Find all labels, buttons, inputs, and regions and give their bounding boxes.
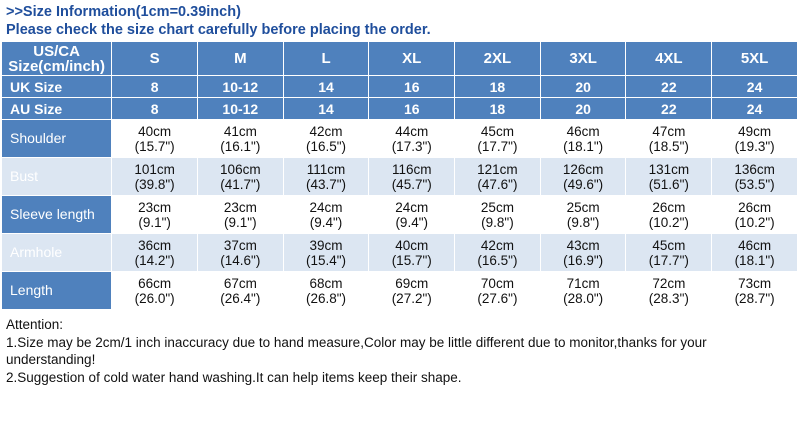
uk-size-l: 14 (283, 76, 369, 98)
bust-xl: 116cm (45.7") (369, 158, 455, 196)
uk-size-3xl: 20 (540, 76, 626, 98)
table-row-au-size (2, 98, 798, 120)
au-size-2xl: 18 (455, 98, 541, 120)
column-header-2xl: 2XL (455, 42, 541, 76)
table-header-row-sizes (2, 42, 798, 76)
length-xl: 69cm (27.2") (369, 272, 455, 310)
column-header-3xl: 3XL (540, 42, 626, 76)
column-header-s: S (112, 42, 198, 76)
length-2xl: 70cm (27.6") (455, 272, 541, 310)
sleeve-length-5xl: 26cm (10.2") (712, 196, 798, 234)
bust-2xl: 121cm (47.6") (455, 158, 541, 196)
row-label-armhole: Armhole (2, 234, 112, 272)
au-size-4xl: 22 (626, 98, 712, 120)
length-3xl: 71cm (28.0") (540, 272, 626, 310)
uk-size-label: UK Size (2, 76, 112, 98)
sleeve-length-s: 23cm (9.1") (112, 196, 198, 234)
armhole-m: 37cm (14.6") (197, 234, 283, 272)
au-size-m: 10-12 (197, 98, 283, 120)
sleeve-length-3xl: 25cm (9.8") (540, 196, 626, 234)
bust-s: 101cm (39.8") (112, 158, 198, 196)
bust-4xl: 131cm (51.6") (626, 158, 712, 196)
bust-m: 106cm (41.7") (197, 158, 283, 196)
armhole-l: 39cm (15.4") (283, 234, 369, 272)
uk-size-s: 8 (112, 76, 198, 98)
column-header-5xl: 5XL (712, 42, 798, 76)
shoulder-2xl: 45cm (17.7") (455, 120, 541, 158)
header-block (0, 0, 799, 39)
au-size-s: 8 (112, 98, 198, 120)
bust-5xl: 136cm (53.5") (712, 158, 798, 196)
size-information-title: >>Size Information(1cm=0.39inch) (6, 4, 241, 20)
sleeve-length-4xl: 26cm (10.2") (626, 196, 712, 234)
size-check-note: Please check the size chart carefully before placing the order. (6, 22, 431, 38)
sleeve-length-l: 24cm (9.4") (283, 196, 369, 234)
attention-notes (0, 310, 799, 386)
column-header-l: L (283, 42, 369, 76)
uk-size-2xl: 18 (455, 76, 541, 98)
sleeve-length-xl: 24cm (9.4") (369, 196, 455, 234)
size-chart-table (1, 41, 798, 310)
shoulder-5xl: 49cm (19.3") (712, 120, 798, 158)
shoulder-m: 41cm (16.1") (197, 120, 283, 158)
length-4xl: 72cm (28.3") (626, 272, 712, 310)
au-size-l: 14 (283, 98, 369, 120)
row-label-bust: Bust (2, 158, 112, 196)
table-row (2, 120, 798, 158)
row-label-length: Length (2, 272, 112, 310)
armhole-xl: 40cm (15.7") (369, 234, 455, 272)
shoulder-3xl: 46cm (18.1") (540, 120, 626, 158)
armhole-4xl: 45cm (17.7") (626, 234, 712, 272)
table-row (2, 234, 798, 272)
length-5xl: 73cm (28.7") (712, 272, 798, 310)
sleeve-length-2xl: 25cm (9.8") (455, 196, 541, 234)
attention-note-1: 1.Size may be 2cm/1 inch inaccuracy due to hand measure,Color may be little different due to monitor,thanks for your (6, 334, 707, 350)
corner-label (2, 42, 112, 76)
armhole-2xl: 42cm (16.5") (455, 234, 541, 272)
armhole-5xl: 46cm (18.1") (712, 234, 798, 272)
uk-size-xl: 16 (369, 76, 455, 98)
shoulder-s: 40cm (15.7") (112, 120, 198, 158)
armhole-3xl: 43cm (16.9") (540, 234, 626, 272)
uk-size-5xl: 24 (712, 76, 798, 98)
armhole-s: 36cm (14.2") (112, 234, 198, 272)
au-size-5xl: 24 (712, 98, 798, 120)
table-row (2, 272, 798, 310)
column-header-xl: XL (369, 42, 455, 76)
row-label-shoulder: Shoulder (2, 120, 112, 158)
uk-size-4xl: 22 (626, 76, 712, 98)
column-header-m: M (197, 42, 283, 76)
attention-note-1-cont: understanding! (6, 352, 96, 367)
shoulder-l: 42cm (16.5") (283, 120, 369, 158)
table-row (2, 158, 798, 196)
au-size-3xl: 20 (540, 98, 626, 120)
corner-label-line2: Size(cm/inch) (8, 57, 105, 75)
au-size-xl: 16 (369, 98, 455, 120)
attention-note-2: 2.Suggestion of cold water hand washing.It can help items keep their shape. (6, 369, 462, 385)
sleeve-length-m: 23cm (9.1") (197, 196, 283, 234)
bust-l: 111cm (43.7") (283, 158, 369, 196)
shoulder-xl: 44cm (17.3") (369, 120, 455, 158)
row-label-sleeve-length: Sleeve length (2, 196, 112, 234)
length-l: 68cm (26.8") (283, 272, 369, 310)
table-row-uk-size (2, 76, 798, 98)
corner-label-line1: US/CA (33, 42, 80, 60)
attention-title: Attention: (6, 317, 64, 332)
length-s: 66cm (26.0") (112, 272, 198, 310)
table-row (2, 196, 798, 234)
column-header-4xl: 4XL (626, 42, 712, 76)
uk-size-m: 10-12 (197, 76, 283, 98)
shoulder-4xl: 47cm (18.5") (626, 120, 712, 158)
length-m: 67cm (26.4") (197, 272, 283, 310)
bust-3xl: 126cm (49.6") (540, 158, 626, 196)
au-size-label: AU Size (2, 98, 112, 120)
